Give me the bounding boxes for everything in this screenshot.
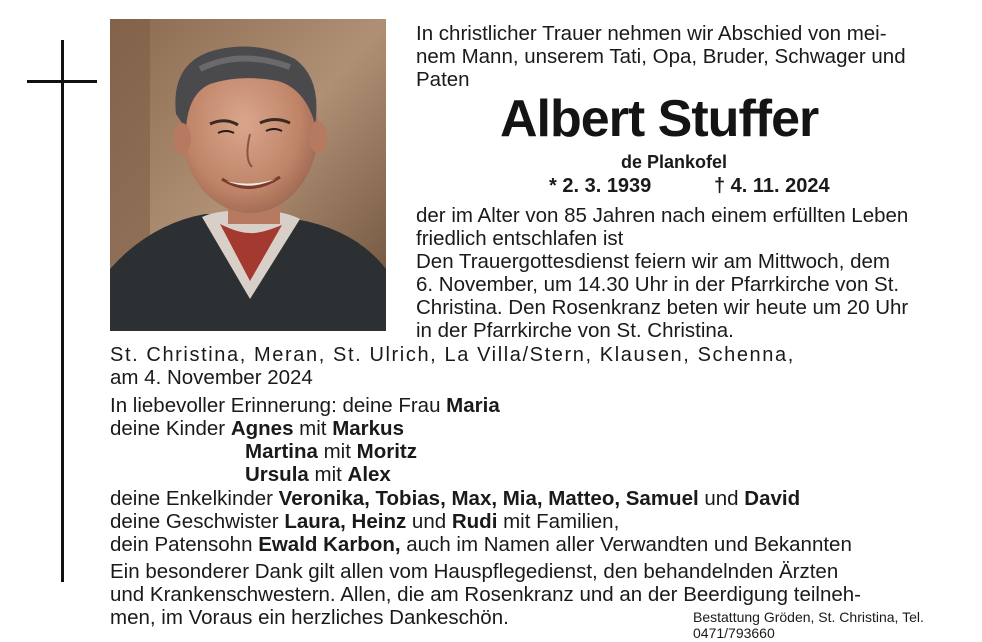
- wife-prefix: In liebevoller Erinnerung: deine Frau: [110, 394, 447, 417]
- funeral-home-credit: Bestattung Gröden, St. Christina, Tel. 0471/793660: [693, 609, 924, 641]
- body-line: in der Pfarrkirche von St. Christina.: [416, 319, 734, 342]
- children-line: [110, 418, 404, 440]
- grandchildren-line: [110, 488, 800, 510]
- godson-name: Ewald Karbon,: [258, 533, 401, 556]
- places-line: St. Christina, Meran, St. Ulrich, La Villa/Stern, Klausen, Schenna,: [110, 344, 795, 366]
- child-name: Martina: [245, 440, 318, 463]
- body-line: der im Alter von 85 Jahren nach einem erfüllten Leben: [416, 204, 909, 227]
- intro-line: In christlicher Trauer nehmen wir Abschied von mei-: [416, 22, 887, 45]
- grandchild-last: David: [744, 487, 801, 510]
- thanks-line: Ein besonderer Dank gilt allen vom Hauspflegedienst, den behandelnden Ärzten: [110, 560, 839, 583]
- body-line: Christina. Den Rosenkranz beten wir heute um 20 Uhr: [416, 296, 909, 319]
- death-date: † 4. 11. 2024: [714, 175, 830, 197]
- intro-line: nem Mann, unserem Tati, Opa, Bruder, Schwager und: [416, 45, 906, 68]
- godson-line: [110, 534, 852, 556]
- cross-vertical-bar: [61, 40, 64, 582]
- children-line: [245, 464, 391, 486]
- intro-line: Paten: [416, 68, 470, 91]
- deceased-subname: de Plankofel: [621, 152, 728, 172]
- birth-date: * 2. 3. 1939: [549, 175, 652, 197]
- sibling-last: Rudi: [451, 510, 498, 533]
- und-word: und: [406, 510, 452, 533]
- siblings-line: [110, 511, 619, 533]
- cross-horizontal-bar: [27, 80, 97, 83]
- body-line: Den Trauergottesdienst feiern wir am Mittwoch, dem: [416, 250, 890, 273]
- partner-name: Moritz: [356, 440, 417, 463]
- und-word: und: [698, 487, 745, 510]
- siblings-prefix: deine Geschwister: [110, 510, 285, 533]
- date-line: am 4. November 2024: [110, 366, 313, 389]
- godson-prefix: dein Patensohn: [110, 533, 259, 556]
- child-name: Ursula: [245, 463, 309, 486]
- mit-word: mit: [308, 463, 348, 486]
- mit-word: mit: [317, 440, 357, 463]
- thanks-line: men, im Voraus ein herzliches Dankeschön.: [110, 606, 509, 629]
- partner-name: Markus: [332, 417, 404, 440]
- godson-suffix: auch im Namen aller Verwandten und Bekannten: [400, 533, 852, 556]
- body-line: 6. November, um 14.30 Uhr in der Pfarrkirche von St.: [416, 273, 900, 296]
- siblings-names: Laura, Heinz: [284, 510, 407, 533]
- thanks-line: und Krankenschwestern. Allen, die am Rosenkranz und an der Beerdigung teilneh-: [110, 583, 861, 606]
- children-line: [245, 441, 417, 463]
- body-line: friedlich entschlafen ist: [416, 227, 624, 250]
- children-prefix: deine Kinder: [110, 417, 231, 440]
- grandchildren-prefix: deine Enkelkinder: [110, 487, 279, 510]
- deceased-name: Albert Stuffer: [500, 90, 819, 148]
- mit-word: mit: [293, 417, 333, 440]
- partner-name: Alex: [347, 463, 391, 486]
- portrait-photo: [110, 19, 386, 331]
- grandchildren-names: Veronika, Tobias, Max, Mia, Matteo, Samuel: [278, 487, 699, 510]
- child-name: Agnes: [230, 417, 294, 440]
- wife-name: Maria: [446, 394, 500, 417]
- wife-line: [110, 395, 500, 417]
- siblings-suffix: mit Familien,: [497, 510, 620, 533]
